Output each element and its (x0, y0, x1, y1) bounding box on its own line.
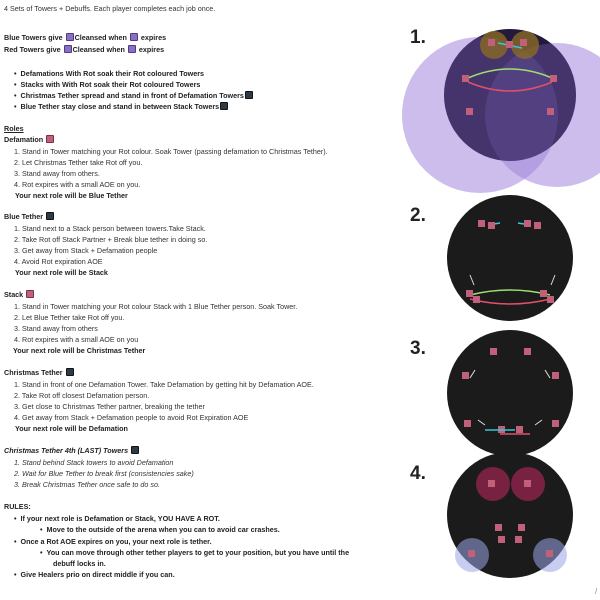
player-marker (506, 41, 513, 48)
player-marker (524, 220, 531, 227)
arena-circle (447, 330, 573, 456)
list-item: 1. Stand behind Stack towers to avoid Defamation (14, 458, 174, 467)
player-marker (552, 420, 559, 427)
role-heading-defamation: Defamation (4, 135, 55, 145)
list-item: 3. Get close to Christmas Tether partner, breaking the tether (14, 402, 205, 411)
roles-heading: Roles (4, 124, 24, 133)
diagram-1-arena (400, 0, 600, 200)
player-marker (462, 75, 469, 82)
player-marker (550, 75, 557, 82)
list-item: 4. Avoid Rot expiration AOE (14, 257, 103, 266)
player-marker (464, 420, 471, 427)
player-marker (547, 108, 554, 115)
player-marker (534, 222, 541, 229)
bullet-item: • Christmas Tether spread and stand in front of Defamation Towers (14, 91, 254, 101)
next-role: Your next role will be Stack (15, 268, 108, 277)
list-item: 4. Rot expires with a small AOE on you (14, 335, 139, 344)
player-marker (462, 372, 469, 379)
player-marker (546, 550, 553, 557)
rule-item: • Give Healers prio on direct middle if you can. (14, 570, 175, 579)
rule-item: • If your next role is Defamation or Stack, YOU HAVE A ROT. (14, 514, 220, 523)
player-marker (498, 536, 505, 543)
player-marker (468, 550, 475, 557)
diagram-2-arena (440, 195, 580, 325)
arena-circle (447, 195, 573, 321)
player-marker (516, 426, 523, 433)
player-marker (473, 296, 480, 303)
tether-icon (66, 368, 74, 376)
next-role: Your next role will be Defamation (15, 424, 128, 433)
rule-subitem-cont: debuff locks in. (53, 559, 106, 568)
tether-icon (131, 446, 139, 454)
tether-icon (245, 91, 253, 99)
player-marker (495, 524, 502, 531)
player-marker (524, 348, 531, 355)
role-heading-blue-tether: Blue Tether (4, 212, 55, 222)
tether-icon (220, 102, 228, 110)
cleanse-debuff-icon (64, 45, 72, 53)
player-marker (488, 39, 495, 46)
rule-item: • Once a Rot AOE expires on you, your next role is tether. (14, 537, 212, 546)
rot-debuff-icon (130, 33, 138, 41)
list-item: 2. Let Blue Tether take Rot off you. (14, 313, 125, 322)
list-item: 1. Stand in Tower matching your Rot colour Stack with 1 Blue Tether person. Soak Tower. (14, 302, 298, 311)
list-item: 3. Stand away from others (14, 324, 98, 333)
blue-towers-line: Blue Towers give Cleansed when expires (4, 33, 167, 42)
intro-text: 4 Sets of Towers + Debuffs. Each player completes each job once. (4, 4, 216, 13)
role-heading-last-towers: Christmas Tether 4th (LAST) Towers (4, 446, 140, 456)
tether-icon (46, 212, 54, 220)
list-item: 2. Take Rot off Stack Partner + Break blue tether in doing so. (14, 235, 208, 244)
diagram-3-arena (440, 330, 580, 460)
player-marker (488, 480, 495, 487)
list-item: 1. Stand next to a Stack person between towers.Take Stack. (14, 224, 206, 233)
red-towers-line: Red Towers give Cleansed when expires (4, 45, 165, 54)
cleanse-debuff-icon (66, 33, 74, 41)
player-marker (540, 290, 547, 297)
bullet-item: • Stacks with With Rot soak their Rot coloured Towers (14, 80, 201, 89)
player-marker (520, 39, 527, 46)
rules-heading: RULES: (4, 502, 31, 511)
player-marker (524, 480, 531, 487)
player-marker (547, 296, 554, 303)
next-role: Your next role will be Christmas Tether (13, 346, 146, 355)
list-item: 3. Get away from Stack + Defamation people (14, 246, 158, 255)
rule-subitem: • You can move through other tether players to get to your position, but you have until the (40, 548, 350, 557)
list-item: 4. Rot expires with a small AOE on you. (14, 180, 141, 189)
bullet-item: • Defamations With Rot soak their Rot coloured Towers (14, 69, 205, 78)
diagram-label: 4. (410, 463, 426, 484)
defamation-icon (46, 135, 54, 143)
rot-debuff-icon (128, 45, 136, 53)
player-marker (466, 108, 473, 115)
role-heading-christmas-tether: Christmas Tether (4, 368, 75, 378)
next-role: Your next role will be Blue Tether (15, 191, 128, 200)
player-marker (466, 290, 473, 297)
edge-mark: / (595, 587, 598, 596)
rule-subitem: • Move to the outside of the arena when you can to avoid car crashes. (40, 525, 280, 534)
role-heading-stack: Stack (4, 290, 35, 300)
list-item: 3. Stand away from others. (14, 169, 100, 178)
player-marker (490, 348, 497, 355)
list-item: 3. Break Christmas Tether once safe to do so. (14, 480, 160, 489)
list-item: 4. Get away from Stack + Defamation people to avoid Rot Expiration AOE (14, 413, 249, 422)
list-item: 1. Stand in front of one Defamation Tower. Take Defamation by getting hit by Defamation AOE. (14, 380, 314, 389)
list-item: 2. Wait for Blue Tether to break first (consistencies sake) (14, 469, 194, 478)
diagram-label: 3. (410, 338, 426, 359)
stack-icon (26, 290, 34, 298)
player-marker (515, 536, 522, 543)
list-item: 2. Take Rot off closest Defamation person. (14, 391, 150, 400)
player-marker (488, 222, 495, 229)
diagram-4-arena (440, 452, 580, 582)
list-item: 2. Let Christmas Tether take Rot off you. (14, 158, 143, 167)
diagram-label: 1. (410, 27, 426, 48)
player-marker (552, 372, 559, 379)
bullet-item: • Blue Tether stay close and stand in between Stack Towers (14, 102, 229, 112)
list-item: 1. Stand in Tower matching your Rot colour. Soak Tower (passing defamation to Christmas Tether). (14, 147, 328, 156)
player-marker (478, 220, 485, 227)
player-marker (518, 524, 525, 531)
diagram-label: 2. (410, 205, 426, 226)
